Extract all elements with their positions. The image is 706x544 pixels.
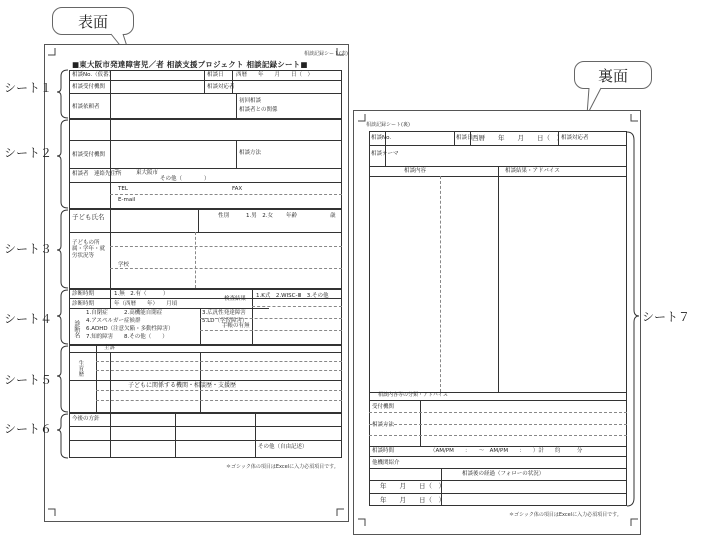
date-label: 相談日 <box>207 72 224 78</box>
tel-label: TEL <box>118 186 128 192</box>
section-label-6: シート６ <box>4 422 53 436</box>
back-content-label: 相談内容 <box>404 168 427 174</box>
crop-mark <box>336 508 344 516</box>
section-label-3: シート３ <box>4 242 53 256</box>
back-result-label: 相談結果・アドバイス <box>505 168 560 174</box>
section-braces <box>56 68 70 460</box>
diagnosis-label: 診断名 <box>72 320 80 338</box>
section-label-5: シート５ <box>4 373 53 387</box>
child-name-label: 子ども氏名 <box>72 213 105 221</box>
back-follow-label: 相談後の経過（フォローの状況） <box>462 471 545 477</box>
requester-label: 相談依頼者 <box>72 104 100 110</box>
back-time-label: 相談時間 <box>372 448 395 454</box>
background-label: 生育歴 <box>77 360 84 377</box>
back-callout-text: 裏面 <box>597 66 628 85</box>
exam-value: 1.K式 2.WISC-Ⅲ 3.その他 <box>256 293 329 299</box>
first-consult: 初回相談 <box>239 98 262 104</box>
age-unit: 歳 <box>330 213 336 219</box>
crop-mark <box>48 508 56 516</box>
back-next-label: 他機関紹介 <box>372 460 400 466</box>
receiver-label: 相談受付機関 <box>72 84 106 90</box>
section-label-1: シート１ <box>4 81 53 95</box>
front-callout-text: 表面 <box>77 12 108 31</box>
diag-item: 2.高機能自閉症 <box>124 310 163 316</box>
front-title: ■東大阪市発達障害児／者 相談支援プロジェクト 相談記録シート■ <box>72 60 308 69</box>
exam-label: 検査結果 <box>224 296 247 302</box>
diag-item: 7.知的障害 <box>86 334 114 340</box>
email-label: E-mail <box>118 197 136 203</box>
diag-item: 8.その他（ ） <box>124 334 168 340</box>
service-label: 子どもに関係する機関・相談歴・支援歴 <box>128 382 237 389</box>
back-code: 相談記録シート(裏) <box>366 122 410 128</box>
diag-item: 1.自閉症 <box>86 310 108 316</box>
date-value: 西暦 年 月 日（ ） <box>236 72 314 78</box>
consult-no-label: 相談No.（仮番） <box>72 72 115 78</box>
back-date-row-2: 年 月 日（ ） <box>380 496 445 504</box>
office-label: 相談受付機関 <box>72 152 106 158</box>
crop-mark <box>48 48 56 56</box>
sex-value: 1.男 2.女 <box>246 213 273 219</box>
section-label-7: シート７ <box>642 310 691 324</box>
diag-item: 6.ADHD（注意欠陥・多動性障害） <box>86 326 174 332</box>
child-place-label: 子どもの所属・学年・就労状況等 <box>72 240 106 259</box>
front-callout <box>52 7 134 35</box>
section-brace-7 <box>626 130 640 510</box>
handbook-label: 手帳の有無 <box>222 323 250 329</box>
section-label-4: シート４ <box>4 312 53 326</box>
back-date-row-1: 年 月 日（ ） <box>380 482 445 490</box>
back-callout <box>574 61 652 89</box>
sex-label: 性別 <box>218 213 230 219</box>
diag-value: 1.無 2.有（ ） <box>114 291 169 297</box>
other-note-label: その他（自由記述） <box>258 444 308 450</box>
diag-item: 3.広汎性発達障害 <box>202 310 246 316</box>
diag-date-value: 年（西暦 年） 月頃 <box>114 301 178 307</box>
school-label: 学校 <box>118 262 130 268</box>
diag-item: 5.LD（学習障害） <box>202 318 248 324</box>
handler-label: 相談対応者 <box>207 84 235 90</box>
section-label-2: シート２ <box>4 146 53 160</box>
other-value: その他（ ） <box>160 176 210 182</box>
back-method-label: 相談方法 <box>372 422 395 428</box>
back-footnote: ＊ゴシック体の項目はExcelに入力必須項目です。 <box>509 512 622 518</box>
postal-value: 〒 東大阪市 <box>114 170 159 176</box>
method-label: 相談方法 <box>239 150 262 156</box>
back-time-value: （AM/PM ： ～ AM/PM ： ）計 約 分 <box>430 448 583 454</box>
age-label: 年齢 <box>286 213 298 219</box>
back-theme-label: 相談テーマ <box>371 151 399 157</box>
back-date-value: 西暦 年 月 日（ ） <box>472 134 563 142</box>
plan-label: 今後の方針 <box>72 416 100 422</box>
back-summary-label: 相談内容等の分類・アドバイス <box>378 392 448 398</box>
main-issue-label: 主訴 <box>104 345 116 351</box>
diag-date-label: 診断時期 <box>72 301 95 307</box>
front-footnote: ＊ゴシック体の項目はExcelに入力必須項目です。 <box>226 464 339 470</box>
crop-mark <box>358 518 366 526</box>
diag-label: 診断時期 <box>72 291 95 297</box>
crop-mark <box>630 114 638 122</box>
crop-mark <box>336 48 344 56</box>
crop-mark <box>630 518 638 526</box>
back-receiver-label: 受付機関 <box>372 404 395 410</box>
front-code: 相談記録シート(表) <box>304 51 348 57</box>
diag-item: 4.アスペルガー症候群 <box>86 318 141 324</box>
relation-label: 相談者との関係 <box>239 107 278 113</box>
back-date-label: 相談日 <box>456 135 473 141</box>
contact-label: 相談者 連絡先住所 <box>72 171 122 177</box>
fax-label: FAX <box>232 186 243 192</box>
crop-mark <box>358 114 366 122</box>
back-handler-label: 相談対応者 <box>561 135 589 141</box>
back-no-label: 相談No. <box>371 135 392 141</box>
